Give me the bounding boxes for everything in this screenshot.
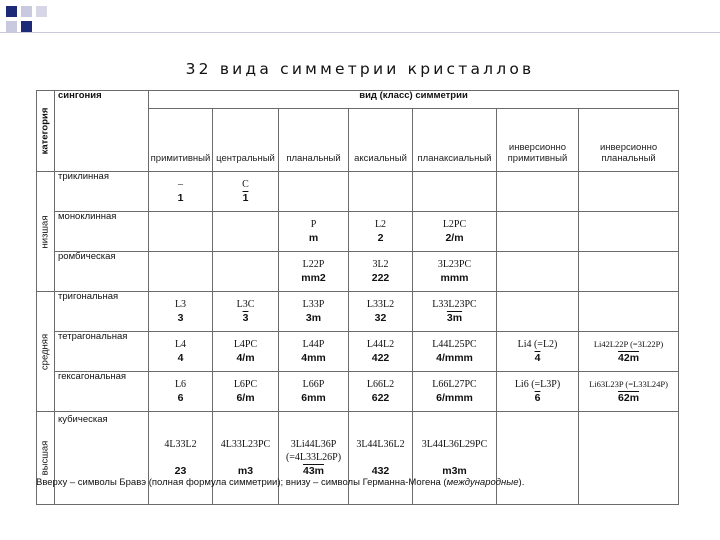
cell: L44L2 422	[349, 332, 413, 372]
cell: L66L27PC 6/mmm	[413, 372, 497, 412]
cell: L2 2	[349, 212, 413, 252]
cell: 3L23PC mmm	[413, 252, 497, 292]
table-row	[37, 292, 679, 332]
page-title: 32 вида симметрии кристаллов	[185, 60, 535, 78]
symmetry-table	[36, 90, 679, 505]
cell: L44L25PC 4/mmm	[413, 332, 497, 372]
cell: L2PC 2/m	[413, 212, 497, 252]
cell: L44P 4mm	[279, 332, 349, 372]
deco-square	[21, 6, 32, 17]
col-axial: аксиальный	[349, 109, 413, 172]
header-divider-line	[0, 32, 720, 33]
col-primitive: примитивный	[149, 109, 213, 172]
cell: L33L23PC 3m	[413, 292, 497, 332]
syngony-header: сингония	[55, 91, 149, 172]
cell: Li4 (=L2) 4	[497, 332, 579, 372]
col-planaxial: планаксиальный	[413, 109, 497, 172]
cell: L3C 3	[213, 292, 279, 332]
cell: P m	[279, 212, 349, 252]
deco-square	[6, 21, 17, 32]
cell: 4L33L2 23	[149, 412, 213, 505]
syngony-triclinic: триклинная	[55, 172, 149, 212]
cell: L33P 3m	[279, 292, 349, 332]
cell: 4L33L23PC m3	[213, 412, 279, 505]
syngony-hexagonal: гексагональная	[55, 372, 149, 412]
cell: L6 6	[149, 372, 213, 412]
deco-square	[36, 6, 47, 17]
deco-square	[21, 21, 32, 32]
cell: 3L44L36L2 432	[349, 412, 413, 505]
cell: C 1	[213, 172, 279, 212]
syngony-trigonal: тригональная	[55, 292, 149, 332]
footnote: Вверху – символы Бравэ (полная формула симметрии); внизу – символы Германна-Могена (международные).	[36, 477, 525, 488]
slide-decoration	[0, 0, 60, 40]
cell: L22P mm2	[279, 252, 349, 292]
category-lower: низшая	[37, 172, 55, 292]
cell: L66P 6mm	[279, 372, 349, 412]
col-inversion-planal: инверсионно планальный	[579, 109, 679, 172]
cell: 3L44L36L29PC m3m	[413, 412, 497, 505]
syngony-tetragonal: тетрагональная	[55, 332, 149, 372]
cell: 3L2 222	[349, 252, 413, 292]
cell: 3Li44L36P (=4L33L26P) 43m	[279, 412, 349, 505]
col-inversion-primitive: инверсионно примитивный	[497, 109, 579, 172]
table-row	[37, 332, 679, 372]
category-middle: средняя	[37, 292, 55, 412]
table-row	[37, 412, 679, 505]
category-higher: высшая	[37, 412, 55, 505]
col-central: центральный	[213, 109, 279, 172]
table-row	[37, 252, 679, 292]
cell: L4PC 4/m	[213, 332, 279, 372]
class-header: вид (класс) симметрии	[149, 91, 679, 109]
table-row	[37, 212, 679, 252]
cell: – 1	[149, 172, 213, 212]
cell: Li6 (=L3P) 6	[497, 372, 579, 412]
cell: Li42L22P (=3L22P) 42m	[579, 332, 679, 372]
cell: L3 3	[149, 292, 213, 332]
cell: L6PC 6/m	[213, 372, 279, 412]
cell: L66L2 622	[349, 372, 413, 412]
table-row	[37, 172, 679, 212]
col-planal: планальный	[279, 109, 349, 172]
syngony-monoclinic: моноклинная	[55, 212, 149, 252]
category-header: категория	[37, 91, 55, 172]
deco-square	[6, 6, 17, 17]
table-row	[37, 372, 679, 412]
syngony-rhombic: ромбическая	[55, 252, 149, 292]
cell: L4 4	[149, 332, 213, 372]
syngony-cubic: кубическая	[55, 412, 149, 505]
cell: L33L2 32	[349, 292, 413, 332]
cell: Li63L23P (=L33L24P) 62m	[579, 372, 679, 412]
